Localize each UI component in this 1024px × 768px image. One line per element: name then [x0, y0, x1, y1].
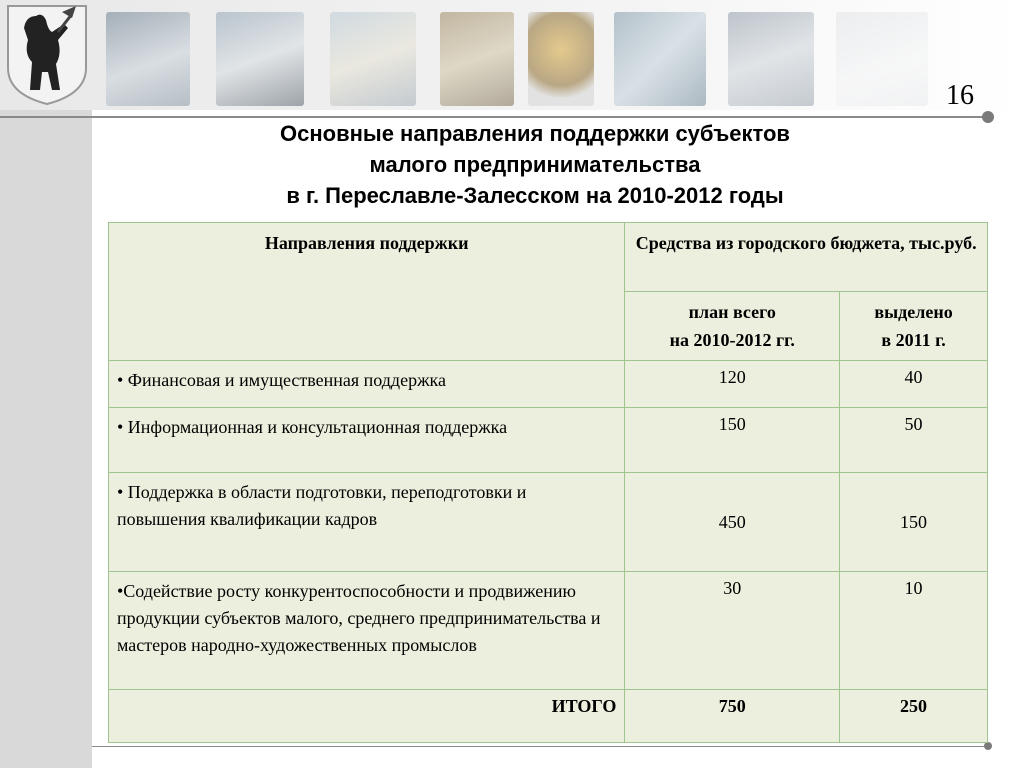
support-directions-table [108, 222, 988, 743]
row-allocated: 10 [840, 572, 988, 690]
header-allocated [840, 292, 988, 361]
row-direction: • Поддержка в области подготовки, переподготовки и повышения квалификации кадров [109, 473, 625, 572]
table-row [109, 361, 988, 408]
header-plan-line1: план всего [688, 302, 776, 322]
banner-photo-coins [440, 12, 514, 106]
table-total-row [109, 690, 988, 743]
page-title [160, 118, 910, 211]
title-line-1: Основные направления поддержки субъектов [280, 121, 790, 146]
banner-photo-documents [330, 12, 416, 106]
banner-photo-chart [728, 12, 814, 106]
coat-of-arms-bear-icon [2, 2, 92, 106]
left-decorative-strip [0, 110, 92, 768]
bottom-divider-line [92, 746, 988, 747]
page-number: 16 [946, 80, 974, 111]
row-direction: • Информационная и консультационная поддержка [109, 408, 625, 473]
header-directions: Направления поддержки [109, 223, 625, 361]
bottom-divider-dot [984, 742, 992, 750]
row-direction: •Содействие росту конкурентоспособности и продвижению продукции субъектов малого, среднего предпринимательства и мастеров народно-художественных промыслов [109, 572, 625, 690]
row-plan: 120 [625, 361, 840, 408]
header-allocated-line1: выделено [874, 302, 953, 322]
title-line-2: малого предпринимательства [369, 152, 701, 177]
header-plan [625, 292, 840, 361]
row-allocated: 40 [840, 361, 988, 408]
top-divider-dot [982, 111, 994, 123]
header-funds: Средства из городского бюджета, тыс.руб. [625, 223, 988, 292]
table-row [109, 473, 988, 572]
total-plan: 750 [625, 690, 840, 743]
banner-photo-handshake [216, 12, 304, 106]
banner-photo-umbrella [106, 12, 190, 106]
total-label: ИТОГО [109, 690, 625, 743]
header-allocated-line2: в 2011 г. [881, 330, 946, 350]
table-row [109, 408, 988, 473]
total-allocated: 250 [840, 690, 988, 743]
header-banner [0, 0, 1024, 110]
row-allocated: 150 [840, 473, 988, 572]
row-direction: • Финансовая и имущественная поддержка [109, 361, 625, 408]
table-row [109, 572, 988, 690]
title-line-3: в г. Переславле-Залесском на 2010-2012 годы [286, 183, 784, 208]
banner-photo-lines [614, 12, 706, 106]
banner-photo-landscape [836, 12, 928, 106]
row-plan: 30 [625, 572, 840, 690]
row-allocated: 50 [840, 408, 988, 473]
row-plan: 450 [625, 473, 840, 572]
header-plan-line2: на 2010-2012 гг. [669, 330, 795, 350]
row-plan: 150 [625, 408, 840, 473]
banner-photo-globe [528, 12, 594, 106]
